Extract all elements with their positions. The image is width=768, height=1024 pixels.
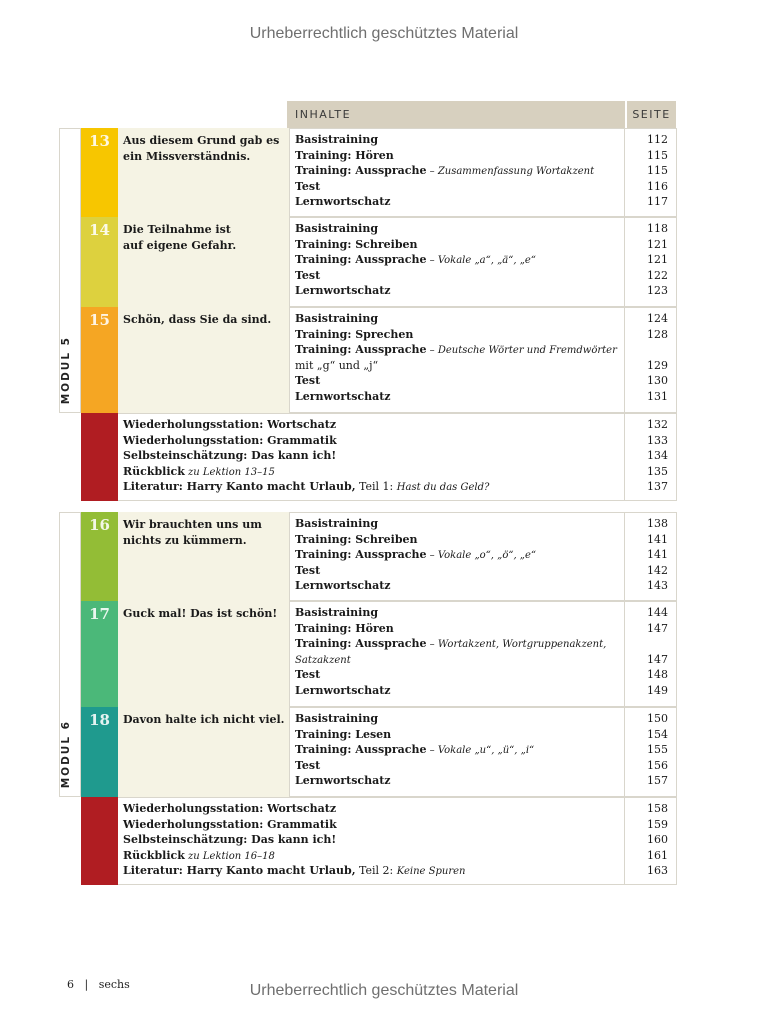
lesson-color-bar [81, 217, 118, 307]
content-item [123, 464, 275, 480]
content-item [295, 163, 594, 179]
content-item-detail: – Vokale „a“, „ä“, „e“ [426, 255, 536, 266]
page-number: 148 [647, 668, 668, 681]
page-number: 121 [647, 237, 668, 251]
content-item-label: Rückblick [123, 464, 185, 478]
module-label: MODUL 5 [60, 335, 72, 404]
lesson-color-bar [81, 307, 118, 413]
content-item-label: Lernwortschatz [295, 389, 391, 403]
content-item-label: Lernwortschatz [295, 579, 391, 592]
content-item-detail: – Deutsche Wörter und Fremdwörter [426, 345, 617, 356]
content-item [295, 389, 391, 405]
content-item-label: Training: Aussprache [295, 743, 427, 756]
content-item-label: Basistraining [295, 312, 379, 325]
lesson-title-cell [118, 128, 290, 217]
content-item-label: Lernwortschatz [295, 683, 391, 697]
lesson-title: Die Teilnahme ist auf eigene Gefahr. [123, 223, 237, 252]
page-number: 141 [647, 532, 668, 546]
page-number: 128 [647, 327, 668, 341]
lesson-number: 18 [89, 711, 110, 729]
page-number: 144 [647, 606, 668, 619]
content-item-label: Rückblick [123, 848, 185, 862]
content-item [123, 448, 336, 464]
content-item-label: Selbsteinschätzung: Das kann ich! [123, 833, 337, 846]
lesson-color-bar [81, 601, 118, 707]
content-item-label: Training: Aussprache [295, 637, 427, 650]
content-item [295, 727, 391, 743]
content-item [123, 832, 336, 848]
content-item-label: Wiederholungsstation: Grammatik [123, 817, 337, 831]
content-item [295, 373, 320, 389]
content-item-label: Test [295, 563, 321, 577]
content-item-label: Test [295, 758, 321, 772]
lesson-title-cell [118, 307, 290, 413]
page-number: 143 [647, 579, 668, 592]
content-item-label: Basistraining [295, 133, 379, 146]
page-number: 118 [647, 222, 668, 235]
page-number: 155 [647, 743, 668, 756]
page-number: 117 [647, 195, 668, 208]
page-number: 149 [647, 683, 668, 697]
content-item-label: Training: Aussprache [295, 253, 427, 266]
lesson-color-bar [81, 512, 118, 601]
content-item [295, 148, 394, 164]
page-number: 154 [647, 727, 668, 741]
lesson-contents-cell [290, 217, 625, 307]
page-number: 160 [647, 833, 668, 846]
content-item-label: Literatur: Harry Kanto macht Urlaub, [123, 480, 356, 493]
lesson-number: 16 [89, 516, 110, 534]
content-item [295, 311, 378, 327]
page-number: 156 [647, 758, 668, 772]
content-item-label: Basistraining [295, 606, 379, 619]
page-number: 157 [647, 774, 668, 787]
content-item [295, 773, 391, 789]
page-number: 141 [647, 548, 668, 561]
content-item [295, 179, 320, 195]
content-item-label: Training: Aussprache [295, 164, 427, 177]
page-number: 137 [647, 480, 668, 493]
content-item-detail: Satzakzent [295, 654, 351, 666]
content-item [295, 358, 378, 374]
content-item-detail: zu Lektion 13–15 [184, 466, 275, 478]
lesson-color-bar [81, 707, 118, 797]
lesson-title: Wir brauchten uns um nichts zu kümmern. [123, 518, 262, 547]
page-number: 132 [647, 418, 668, 431]
content-item-label: Training: Schreiben [295, 532, 418, 546]
page-number: 163 [647, 864, 668, 877]
page-number: 135 [647, 464, 668, 478]
content-item-label: Training: Hören [295, 148, 394, 162]
content-item-detail: – Vokale „o“, „ö“, „e“ [426, 550, 537, 561]
content-item-label: Basistraining [295, 517, 379, 530]
content-item [295, 578, 391, 594]
content-item [123, 433, 337, 449]
page-number: 147 [647, 652, 668, 666]
content-item-plain: mit „g“ und „j“ [295, 358, 379, 372]
lesson-number: 15 [89, 311, 110, 329]
content-item-label: Wiederholungsstation: Wortschatz [123, 802, 337, 815]
lesson-number: 13 [89, 132, 110, 150]
module-block [59, 128, 677, 501]
lesson-row [81, 128, 677, 217]
content-item-label: Test [295, 268, 321, 282]
page-number: 112 [647, 133, 668, 146]
content-item-label: Training: Hören [295, 621, 394, 635]
page-number: 131 [647, 389, 668, 403]
content-item-label: Wiederholungsstation: Wortschatz [123, 418, 337, 431]
content-item [295, 683, 391, 699]
content-item-label: Test [295, 179, 321, 193]
content-item-label: Training: Schreiben [295, 237, 418, 251]
page-number: 129 [647, 358, 668, 372]
lesson-title-cell [118, 217, 290, 307]
lesson-row [81, 307, 677, 413]
content-item [295, 652, 351, 668]
content-item-label: Training: Lesen [295, 727, 392, 741]
page-number: 161 [647, 848, 668, 862]
watermark-top: Urheberrechtlich geschütztes Material [249, 25, 519, 42]
lesson-contents-cell [290, 601, 625, 707]
footer-page-word: sechs [98, 978, 130, 991]
review-color-bar [81, 413, 118, 501]
lesson-row [81, 512, 677, 601]
review-row [81, 797, 677, 885]
content-item [295, 532, 418, 548]
content-item [295, 252, 536, 268]
page-number: 150 [647, 712, 668, 725]
page-number: 116 [647, 179, 668, 193]
content-item-label: Basistraining [295, 222, 379, 235]
content-item [295, 221, 378, 237]
watermark-bottom: Urheberrechtlich geschütztes Material [249, 982, 519, 999]
content-item [295, 516, 378, 532]
page-number: 115 [647, 148, 668, 162]
lesson-title-cell [118, 707, 290, 797]
content-item [295, 563, 320, 579]
content-item-label: Lernwortschatz [295, 284, 391, 297]
content-item-label: Test [295, 374, 321, 387]
page-number: 130 [647, 374, 668, 387]
content-item-detail: – Wortakzent, Wortgruppenakzent, [426, 639, 607, 650]
module-label-box [59, 512, 81, 797]
lesson-contents-cell [290, 707, 625, 797]
content-item [295, 327, 413, 343]
lesson-row [81, 707, 677, 797]
content-item-label: Test [295, 668, 321, 681]
content-item-plain: Teil 1: [355, 480, 397, 493]
lesson-title: Schön, dass Sie da sind. [123, 313, 272, 326]
content-item [295, 636, 606, 652]
lesson-title-cell [118, 512, 290, 601]
content-item [123, 863, 465, 879]
content-item [295, 742, 534, 758]
content-item-label: Lernwortschatz [295, 195, 391, 208]
content-item [295, 667, 320, 683]
content-item [295, 132, 378, 148]
content-item [295, 237, 418, 253]
lesson-color-bar [81, 128, 118, 217]
page-number: 123 [647, 284, 668, 297]
footer-separator: | [84, 978, 89, 991]
content-item-label: Lernwortschatz [295, 774, 391, 787]
lesson-contents-cell [290, 512, 625, 601]
content-item-label: Training: Aussprache [295, 548, 427, 561]
lesson-number: 17 [89, 605, 110, 623]
content-item [295, 342, 617, 358]
page-number: 115 [647, 164, 668, 177]
lesson-contents-cell [290, 307, 625, 413]
content-item-label: Basistraining [295, 712, 379, 725]
header-page: SEITE [627, 101, 676, 128]
review-color-bar [81, 797, 118, 885]
lesson-row [81, 217, 677, 307]
module-label-box [59, 128, 81, 413]
content-item-label: Training: Sprechen [295, 327, 414, 341]
review-contents-cell [118, 413, 625, 501]
lesson-title-cell [118, 601, 290, 707]
lesson-title: Guck mal! Das ist schön! [123, 607, 278, 620]
content-item [295, 268, 320, 284]
content-item-label: Training: Aussprache [295, 343, 427, 356]
content-item-detail: Keine Spuren [396, 866, 466, 877]
page-number: 147 [647, 621, 668, 635]
page-number: 121 [647, 253, 668, 266]
page-number: 134 [647, 449, 668, 462]
content-item-detail: Hast du das Geld? [396, 482, 490, 493]
content-item [123, 801, 336, 817]
lesson-number: 14 [89, 221, 110, 239]
content-item-plain: Teil 2: [355, 864, 397, 877]
content-item [123, 817, 337, 833]
content-item [295, 547, 536, 563]
lesson-row [81, 601, 677, 707]
page-number: 133 [647, 433, 668, 447]
content-item [295, 283, 391, 299]
content-item-label: Wiederholungsstation: Grammatik [123, 433, 337, 447]
module-block [59, 512, 677, 885]
page-footer [67, 978, 130, 991]
module-label: MODUL 6 [60, 719, 72, 788]
content-item-detail: zu Lektion 16–18 [184, 850, 275, 862]
content-item-label: Literatur: Harry Kanto macht Urlaub, [123, 864, 356, 877]
page-number: 122 [647, 268, 668, 282]
page-number: 158 [647, 802, 668, 815]
content-item [295, 194, 391, 210]
content-item [123, 479, 489, 495]
page-number: 159 [647, 817, 668, 831]
page-number: 138 [647, 517, 668, 530]
content-item-label: Selbsteinschätzung: Das kann ich! [123, 449, 337, 462]
content-item-detail: – Zusammenfassung Wortakzent [426, 166, 595, 177]
content-item [123, 848, 275, 864]
content-item [123, 417, 336, 433]
page-number: 124 [647, 312, 668, 325]
lesson-title: Davon halte ich nicht viel. [123, 713, 285, 726]
lesson-contents-cell [290, 128, 625, 217]
content-item [295, 711, 378, 727]
review-row [81, 413, 677, 501]
content-item [295, 758, 320, 774]
lesson-title: Aus diesem Grund gab es ein Missverständnis. [123, 134, 280, 163]
header-contents: INHALTE [287, 101, 625, 128]
footer-page-number: 6 [67, 978, 74, 991]
content-item [295, 621, 394, 637]
page-number: 142 [647, 563, 668, 577]
content-item-detail: – Vokale „u“, „ü“, „i“ [426, 745, 535, 756]
review-contents-cell [118, 797, 625, 885]
content-item [295, 605, 378, 621]
